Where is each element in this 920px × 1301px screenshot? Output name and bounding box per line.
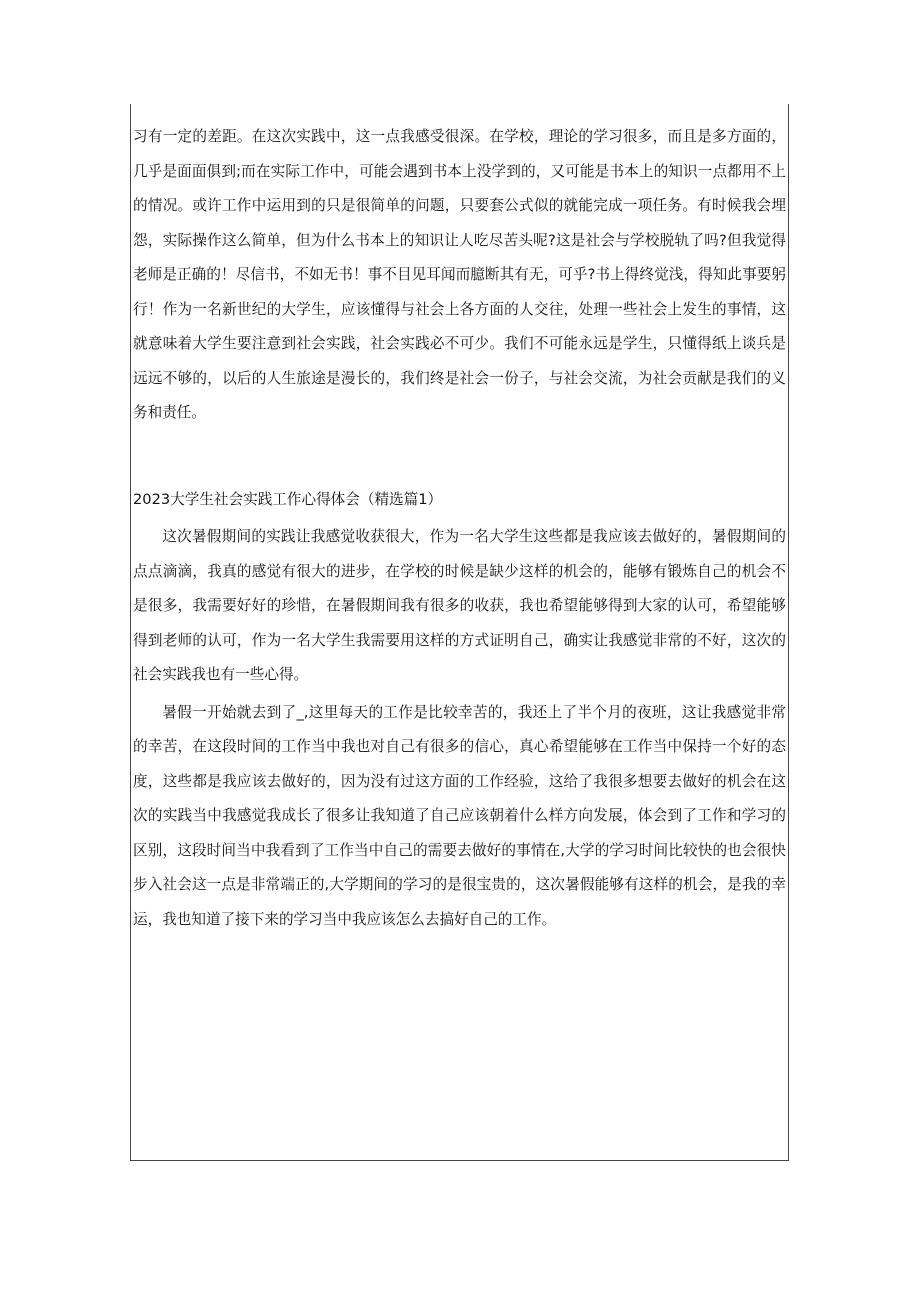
- section-title: 2023大学生社会实践工作心得体会（精选篇1）: [133, 490, 443, 508]
- continued-paragraph: 习有一定的差距。在这次实践中，这一点我感受很深。在学校，理论的学习很多，而且是多方面的，几乎是面面俱到;而在实际工作中，可能会遇到书本上没学到的，又可能是书本上的知识一点都用不上的情况。或许工作中运用到的只是很简单的问题，只要套公式似的就能完成一项任务。有时候我会埋怨，实际操作这么简单，但为什么书本上的知识让人吃尽苦头呢?这是社会与学校脱轨了吗?但我觉得老师是正确的！尽信书，不如无书！事不目见耳闻而臆断其有无，可乎?书上得终觉浅，得知此事要躬行！作为一名新世纪的大学生，应该懂得与社会上各方面的人交往，处理一些社会上发生的事情，这就意味着大学生要注意到社会实践，社会实践必不可少。我们不可能永远是学生，只懂得纸上谈兵是远远不够的，以后的人生旅途是漫长的，我们终是社会一份子，与社会交流，为社会贡献是我们的义务和责任。: [133, 128, 786, 421]
- body-paragraph-2: 暑假一开始就去到了_,这里每天的工作是比较幸苦的，我还上了半个月的夜班，这让我感觉非常的幸苦，在这段时间的工作当中我也对自己有很多的信心，真心希望能够在工作当中保持一个好的态度，这些都是我应该去做好的，因为没有过这方面的工作经验，这给了我很多想要去做好的机会在这次的实践当中我感觉我成长了很多让我知道了自己应该朝着什么样方向发展，体会到了工作和学习的区别，这段时间当中我看到了工作当中自己的需要去做好的事情在,大学的学习时间比较快的也会很快步入社会这一点是非常端正的,大学期间的学习的是很宝贵的，这次暑假能够有这样的机会，是我的幸运，我也知道了接下来的学习当中我应该怎么去搞好自己的工作。: [133, 703, 786, 928]
- document-body: [133, 120, 786, 937]
- body-paragraph-1: 这次暑假期间的实践让我感觉收获很大，作为一名大学生这些都是我应该去做好的，暑假期间的点点滴滴，我真的感觉有很大的进步，在学校的时候是缺少这样的机会的，能够有锻炼自己的机会不是很多，我需要好好的珍惜，在暑假期间我有很多的收获，我也希望能够得到大家的认可，希望能够得到老师的认可，作为一名大学生我需要用这样的方式证明自己，确实让我感觉非常的不好，这次的社会实践我也有一些心得。: [133, 528, 786, 683]
